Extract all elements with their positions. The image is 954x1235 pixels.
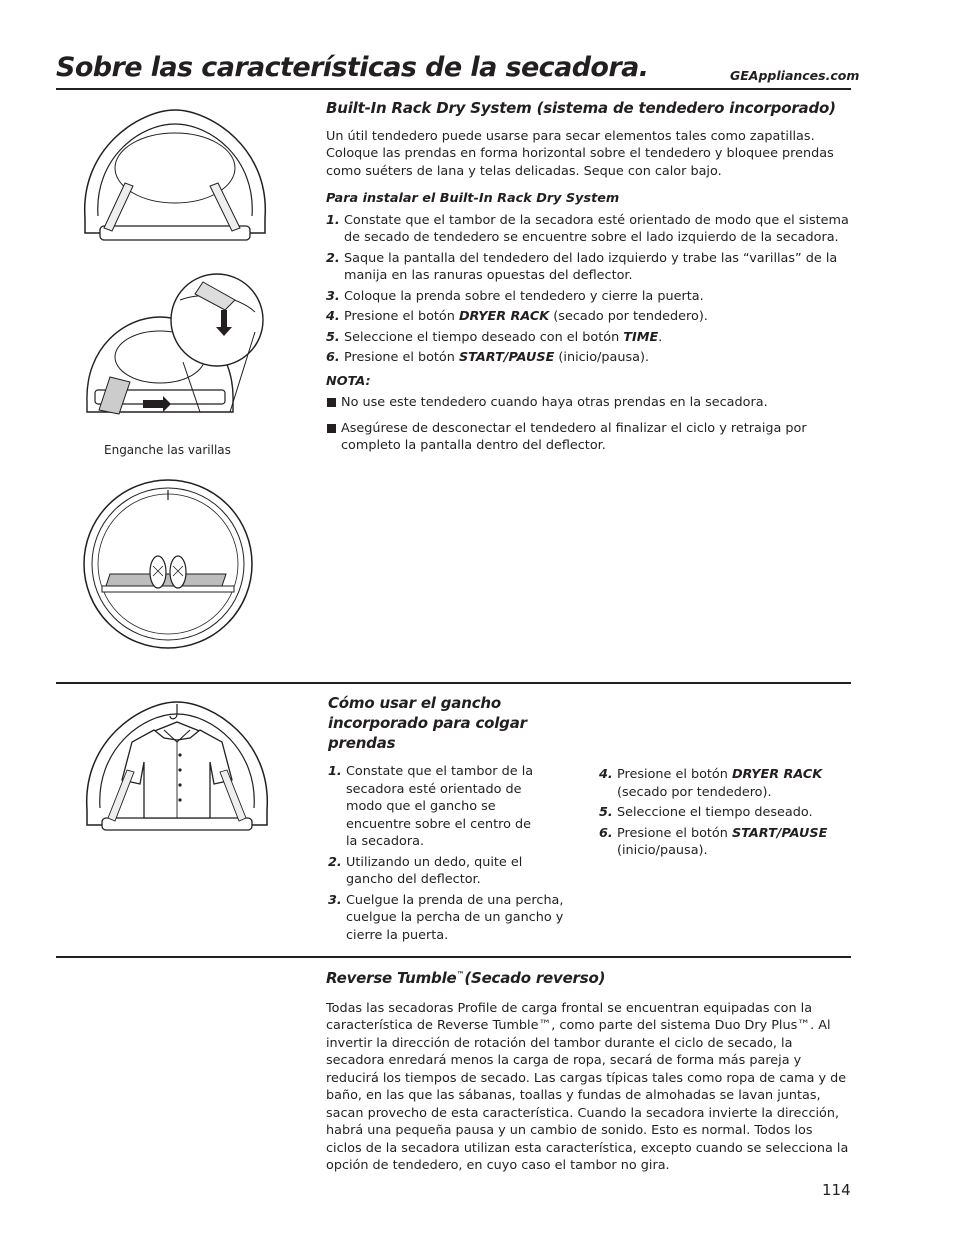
list-item: 1. Constate que el tambor de la secadora esté orientado de modo que el gancho se encuentre sobre el centro de la secadora.: [328, 764, 534, 849]
section-divider: [56, 682, 851, 684]
list-item: 2. Utilizando un dedo, quite el gancho del deflector.: [328, 854, 523, 887]
list-item: 6. Presione el botón START/PAUSE (inicio/pausa).: [599, 825, 828, 858]
hook-section-right: [599, 762, 839, 863]
page-title: Sobre las características de la secadora.: [56, 52, 649, 83]
list-item: 3. Cuelgue la prenda de una percha, cuelgue la percha de un gancho y cierre la puerta.: [328, 892, 564, 943]
image-caption: Enganche las varillas: [104, 443, 231, 457]
list-item: 3. Coloque la prenda sobre el tendedero y cierre la puerta.: [326, 288, 704, 304]
section-divider: [56, 956, 851, 958]
list-item: 4. Presione el botón DRYER RACK (secado por tendedero).: [599, 767, 823, 800]
header-rule: [56, 88, 851, 90]
website-label: GEAppliances.com: [730, 68, 860, 83]
list-item: 1. Constate que el tambor de la secadora esté orientado de modo que el sistema de secado de tendedero se encuentre sobre el lado izquierdo de la secadora.: [326, 212, 849, 245]
hook-section-left: [328, 693, 583, 947]
reverse-section: [326, 966, 852, 1175]
reverse-heading: Reverse Tumble™(Secado reverso): [326, 969, 606, 987]
hook-steps-left: [328, 763, 568, 944]
list-item: 2. Saque la pantalla del tendedero del lado izquierdo y trabe las “varillas” de la manija en las ranuras opuestas del deflector.: [326, 250, 838, 283]
list-item: 6. Presione el botón START/PAUSE (inicio/pausa).: [326, 350, 650, 365]
list-item: 4. Presione el botón DRYER RACK (secado por tendedero).: [326, 309, 708, 324]
reverse-body: Todas las secadoras Profile de carga frontal se encuentran equipadas con la característica de Reverse Tumble™, como parte del sistema Duo Dry Plus™. Al invertir la dirección de rotación del tambor durante el ciclo de secado, la secadora enredará menos la carga de ropa, secará de forma más pareja y reducirá los tiempos de secado. Las cargas típicas tales como ropa de cama y de baño, en las que las sábanas, toallas y fundas de almohadas se lavan juntas, sacan provecho de esta característica. Cuando la secadora invierte la dirección, habrá una pequeña pausa y un cambio de sonido. Esto es normal. Todos los ciclos de la secadora utilizan esta característica, excepto cuando se selecciona la opción de tendedero, en cuyo caso el tambor no gira.: [326, 1000, 849, 1173]
hook-steps-right: [599, 766, 839, 860]
shirt-hook-illustration: [82, 700, 272, 835]
list-item: 5. Seleccione el tiempo deseado.: [599, 805, 813, 820]
note-item: No use este tendedero cuando haya otras prendas en la secadora.: [326, 394, 851, 412]
rack-steps: [326, 212, 851, 367]
shoes-rack-illustration: [82, 478, 254, 650]
page-number: 114: [822, 1181, 851, 1199]
rack-section: [326, 100, 851, 455]
rack-intro: Un útil tendedero puede usarse para secar elementos tales como zapatillas. Coloque las prendas en forma horizontal sobre el tendedero y bloquee prendas como suéters de lana y telas delicadas. Seque con calor bajo.: [326, 128, 834, 179]
note-label: NOTA:: [326, 373, 371, 389]
install-title: Para instalar el Built-In Rack Dry System: [326, 191, 620, 206]
rack-heading: Built-In Rack Dry System (sistema de tendedero incorporado): [326, 99, 836, 117]
hook-heading: Cómo usar el gancho incorporado para colgar prendas: [328, 694, 527, 752]
note-item: Asegúrese de desconectar el tendedero al finalizar el ciclo y retraiga por completo la pantalla dentro del deflector.: [326, 420, 816, 455]
hook-rods-illustration: [85, 272, 265, 432]
list-item: 5. Seleccione el tiempo deseado con el botón TIME.: [326, 329, 663, 345]
drum-rack-illustration: [80, 108, 270, 248]
